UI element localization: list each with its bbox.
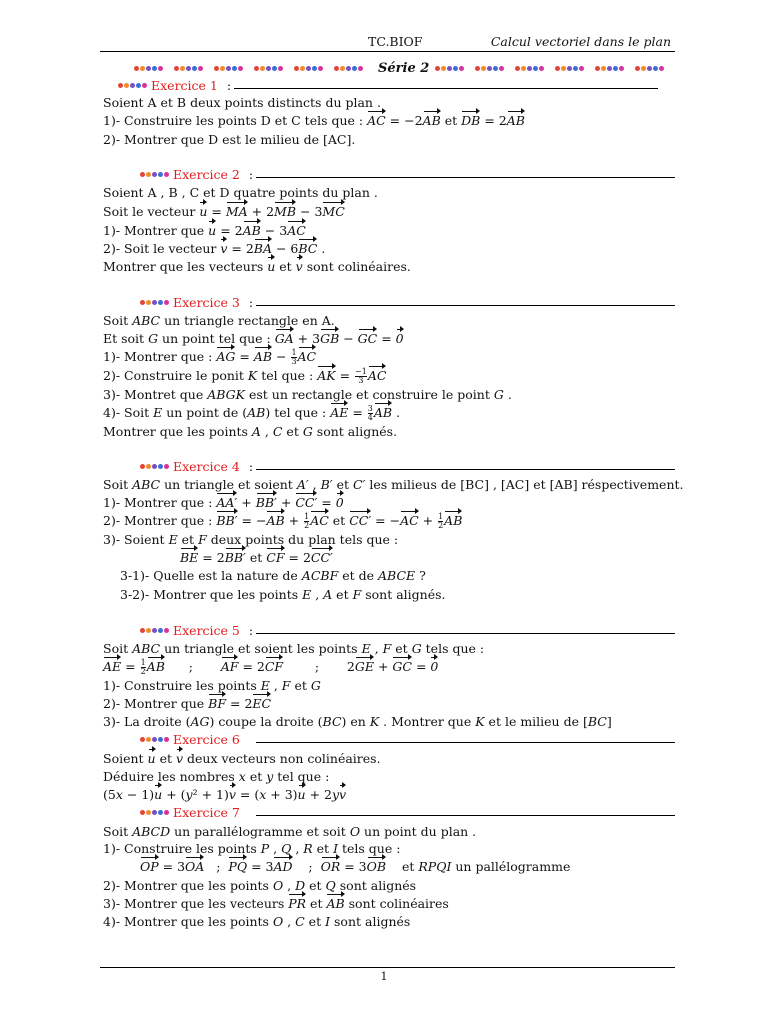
dot-icon: [619, 66, 624, 71]
dot-group-icon: [118, 83, 147, 88]
dot-icon: [635, 66, 640, 71]
dot-icon: [493, 66, 498, 71]
exercise-4-line-1: Soit ABC un triangle et soient A′ , B′ et C′ les milieus de [BC] , [AC] et [AB] réspectivement.: [103, 477, 684, 492]
dot-icon: [146, 628, 151, 633]
dot-icon: [579, 66, 584, 71]
dot-icon: [346, 66, 351, 71]
dot-icon: [481, 66, 486, 71]
exercise-6-line-3: (5x − 1)u + (y² + 1)v = (x + 3)u + 2yv: [103, 787, 347, 802]
dot-icon: [140, 628, 145, 633]
exercise-4-line-7: 3-2)- Montrer que les points E , A et F sont alignés.: [120, 587, 446, 602]
dot-icon: [294, 66, 299, 71]
exercise-7-line-5: 3)- Montrer que les vecteurs PR et AB sont colinéaires: [103, 896, 449, 911]
exercise-label: Exercice 4: [173, 458, 240, 474]
dot-icon: [118, 83, 123, 88]
bullet-dots-icon: [140, 172, 169, 177]
dot-icon: [164, 300, 169, 305]
dot-group-icon: [140, 628, 169, 633]
dot-icon: [555, 66, 560, 71]
exercise-3-line-3: 1)- Montrer que : AG = AB − $\frac{1}{3}$ AC: [103, 348, 317, 366]
dot-group-icon: [635, 66, 664, 71]
dot-icon: [140, 172, 145, 177]
dot-icon: [527, 66, 532, 71]
dot-icon: [134, 66, 139, 71]
dot-icon: [653, 66, 658, 71]
dot-icon: [272, 66, 277, 71]
dot-icon: [447, 66, 452, 71]
dot-icon: [140, 810, 145, 815]
dot-icon: [136, 83, 141, 88]
exercise-7-line-1: Soit ABCD un parallélogramme et soit O un point du plan .: [103, 824, 477, 839]
exercise-4-heading: Exercice 4 :: [140, 459, 675, 473]
dot-group-icon: [140, 300, 169, 305]
heading-rule: [256, 742, 675, 743]
dot-icon: [152, 464, 157, 469]
dot-icon: [515, 66, 520, 71]
dot-icon: [152, 172, 157, 177]
dot-icon: [158, 300, 163, 305]
bullet-dots-icon: [140, 737, 169, 742]
dot-icon: [499, 66, 504, 71]
serie-banner: [134, 61, 578, 75]
exercise-1-line-3: 2)- Montrer que D est le milieu de [AC].: [103, 132, 356, 147]
exercise-4-line-3: 2)- Montrer que : BB′ = −AB + $\frac{1}{2}$ AC et CC′ = −AC + $\frac{1}{2}$ AB: [103, 512, 463, 530]
dot-icon: [146, 300, 151, 305]
exercise-label: Exercice 2: [173, 166, 240, 182]
exercise-3-line-2: Et soit G un point tel que : GA + 3GB − GC = 0: [103, 331, 404, 346]
dot-icon: [146, 737, 151, 742]
exercise-4-line-2: 1)- Montrer que : AA′ + BB′ + CC′ = 0: [103, 495, 344, 510]
dot-icon: [146, 464, 151, 469]
left-dot-ornament: [134, 66, 372, 71]
exercise-6-line-1: Soient u et v deux vecteurs non colinéaires.: [103, 751, 381, 766]
dot-icon: [539, 66, 544, 71]
dot-icon: [306, 66, 311, 71]
dot-icon: [158, 464, 163, 469]
dot-icon: [487, 66, 492, 71]
exercise-6-heading: [140, 732, 675, 746]
exercise-3-heading: Exercice 3 :: [140, 295, 675, 309]
heading-rule: [256, 305, 675, 306]
dot-icon: [226, 66, 231, 71]
dot-icon: [607, 66, 612, 71]
dot-icon: [659, 66, 664, 71]
exercise-label: Exercice 7: [173, 804, 240, 820]
dot-icon: [140, 737, 145, 742]
exercise-7-line-6: 4)- Montrer que les points O , C et I sont alignés: [103, 914, 411, 929]
dot-icon: [164, 464, 169, 469]
exercise-3-line-4: 2)- Construire le ponit K tel que : AK = $\frac{-1}{3}$ AC: [103, 367, 387, 385]
header-class-label: TC.BIOF: [368, 34, 423, 49]
exercise-7-heading: [140, 805, 675, 819]
exercise-1-line-2: 1)- Construire les points D et C tels que : AC = −2AB et DB = 2AB: [103, 113, 525, 128]
exercise-3-line-6: 4)- Soit E un point de (AB) tel que : AE = $\frac{3}{4}$ AB .: [103, 404, 401, 422]
exercise-6-line-2: Déduire les nombres x et y tel que :: [103, 769, 330, 784]
dot-group-icon: [334, 66, 363, 71]
dot-group-icon: [515, 66, 544, 71]
dot-icon: [647, 66, 652, 71]
dot-icon: [232, 66, 237, 71]
dot-icon: [334, 66, 339, 71]
exercise-2-heading: Exercice 2 :: [140, 167, 675, 181]
dot-icon: [260, 66, 265, 71]
dot-icon: [567, 66, 572, 71]
dot-icon: [312, 66, 317, 71]
serie-title: Série 2: [378, 60, 430, 76]
dot-icon: [124, 83, 129, 88]
dot-group-icon: [555, 66, 584, 71]
dot-icon: [435, 66, 440, 71]
dot-icon: [318, 66, 323, 71]
dot-icon: [164, 628, 169, 633]
dot-icon: [164, 810, 169, 815]
dot-icon: [152, 737, 157, 742]
dot-icon: [352, 66, 357, 71]
dot-icon: [358, 66, 363, 71]
dot-icon: [266, 66, 271, 71]
exercise-2-line-4: 2)- Soit le vecteur v = 2BA − 6BC .: [103, 241, 326, 256]
exercise-5-heading: Exercice 5 :: [140, 623, 675, 637]
exercise-2-line-1: Soient A , B , C et D quatre points du plan .: [103, 185, 378, 200]
exercise-5-line-3: 1)- Construire les points E , F et G: [103, 678, 321, 693]
dot-icon: [158, 66, 163, 71]
dot-icon: [573, 66, 578, 71]
dot-icon: [146, 810, 151, 815]
dot-group-icon: [435, 66, 464, 71]
dot-icon: [613, 66, 618, 71]
exercise-1-heading: Exercice 1 :: [118, 78, 658, 92]
dot-group-icon: [214, 66, 243, 71]
exercise-4-line-5: BE = 2BB′ et CF = 2CC′: [180, 550, 333, 565]
dot-icon: [164, 737, 169, 742]
heading-rule: [256, 177, 675, 178]
exercise-label: Exercice 1: [151, 77, 218, 93]
dot-group-icon: [134, 66, 163, 71]
dot-icon: [140, 66, 145, 71]
header-chapter-title: Calcul vectoriel dans le plan: [490, 34, 671, 49]
dot-icon: [453, 66, 458, 71]
dot-group-icon: [140, 172, 169, 177]
dot-icon: [561, 66, 566, 71]
dot-icon: [164, 172, 169, 177]
dot-icon: [158, 737, 163, 742]
exercise-7-line-2: 1)- Construire les points P , Q , R et I tels que :: [103, 841, 401, 856]
dot-group-icon: [140, 810, 169, 815]
exercise-7-line-4: 2)- Montrer que les points O , D et Q sont alignés: [103, 878, 417, 893]
bullet-dots-icon: [140, 300, 169, 305]
exercise-3-line-1: Soit ABC un triangle rectangle en A.: [103, 313, 335, 328]
bullet-dots-icon: [118, 83, 147, 88]
exercise-label: Exercice 5: [173, 622, 240, 638]
exercise-label: Exercice 3: [173, 294, 240, 310]
bullet-dots-icon: [140, 464, 169, 469]
dot-icon: [475, 66, 480, 71]
exercise-3-line-7: Montrer que les points A , C et G sont alignés.: [103, 424, 398, 439]
dot-icon: [238, 66, 243, 71]
dot-icon: [595, 66, 600, 71]
dot-icon: [186, 66, 191, 71]
right-dot-ornament: [435, 66, 673, 71]
dot-icon: [641, 66, 646, 71]
exercise-1-line-1: Soient A et B deux points distincts du plan .: [103, 95, 381, 110]
header-rule: [100, 51, 675, 52]
exercise-5-line-1: Soit ABC un triangle et soient les points E , F et G tels que :: [103, 641, 485, 656]
dot-icon: [300, 66, 305, 71]
exercise-5-line-5: 3)- La droite (AG) coupe la droite (BC) en K . Montrer que K et le milieu de [BC]: [103, 714, 612, 729]
dot-icon: [441, 66, 446, 71]
dot-icon: [198, 66, 203, 71]
dot-icon: [254, 66, 259, 71]
exercise-2-line-5: Montrer que les vecteurs u et v sont colinéaires.: [103, 259, 411, 274]
exercise-4-line-4: 3)- Soient E et F deux points du plan tels que :: [103, 532, 399, 547]
dot-icon: [214, 66, 219, 71]
dot-icon: [152, 300, 157, 305]
exercise-5-line-4: 2)- Montrer que BF = 2EC: [103, 696, 272, 711]
dot-group-icon: [475, 66, 504, 71]
dot-icon: [174, 66, 179, 71]
page-number: 1: [380, 970, 388, 983]
dot-icon: [340, 66, 345, 71]
dot-icon: [521, 66, 526, 71]
dot-icon: [220, 66, 225, 71]
dot-icon: [278, 66, 283, 71]
page-header: [100, 34, 675, 50]
exercise-2-line-3: 1)- Montrer que u = 2AB − 3AC: [103, 223, 306, 238]
dot-icon: [152, 628, 157, 633]
exercise-7-line-3: OP = 3OA ; PQ = 3AD ; OR = 3OB et RPQI un pallélogramme: [140, 859, 571, 874]
dot-icon: [152, 810, 157, 815]
dot-icon: [152, 66, 157, 71]
heading-rule: [256, 469, 675, 470]
heading-rule: [234, 88, 658, 89]
heading-rule: [256, 815, 675, 816]
dot-group-icon: [174, 66, 203, 71]
dot-group-icon: [140, 464, 169, 469]
heading-rule: [256, 633, 675, 634]
dot-group-icon: [294, 66, 323, 71]
dot-group-icon: [254, 66, 283, 71]
exercise-4-line-6: 3-1)- Quelle est la nature de ACBF et de ABCE ?: [120, 568, 426, 583]
exercise-5-line-2: AE = $\frac{1}{2}$ AB ; AF = 2CF ; 2GE + GC = 0: [103, 658, 439, 676]
dot-icon: [130, 83, 135, 88]
bullet-dots-icon: [140, 810, 169, 815]
dot-icon: [459, 66, 464, 71]
dot-icon: [140, 300, 145, 305]
dot-icon: [158, 810, 163, 815]
footer-rule: [100, 967, 675, 968]
dot-icon: [601, 66, 606, 71]
dot-icon: [180, 66, 185, 71]
dot-group-icon: [595, 66, 624, 71]
dot-icon: [533, 66, 538, 71]
exercise-label: Exercice 6: [173, 731, 240, 747]
exercise-2-line-2: Soit le vecteur u = MA + 2MB − 3MC: [103, 204, 345, 219]
dot-icon: [192, 66, 197, 71]
dot-icon: [140, 464, 145, 469]
bullet-dots-icon: [140, 628, 169, 633]
dot-icon: [146, 66, 151, 71]
dot-icon: [158, 172, 163, 177]
dot-icon: [142, 83, 147, 88]
exercise-3-line-5: 3)- Montret que ABGK est un rectangle et construire le point G .: [103, 387, 512, 402]
dot-icon: [146, 172, 151, 177]
dot-group-icon: [140, 737, 169, 742]
dot-icon: [158, 628, 163, 633]
